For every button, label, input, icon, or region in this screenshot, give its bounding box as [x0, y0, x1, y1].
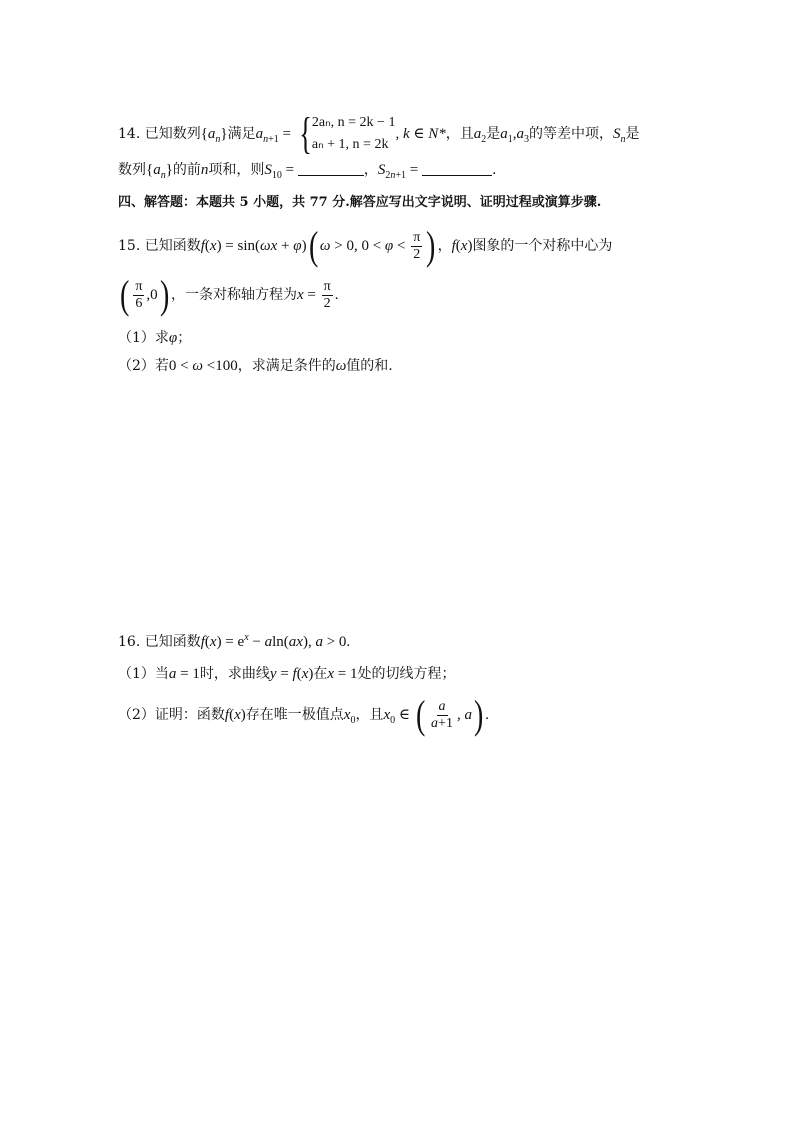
q16-line1: 16. 已知函数$f(x) = e^x - aln(ax)$, a > 0.	[118, 632, 351, 650]
q15-text: 图象的一个对称中心为	[472, 238, 613, 254]
q14-text: ，且	[445, 126, 474, 142]
q14-text: 是	[486, 126, 501, 142]
q15-part1-text: ；	[177, 330, 192, 346]
q14-line2: 数列$\{a_n\}$的前n项和，则$S_{10}$ = ，$S_{2n+1}$ = .	[118, 162, 497, 181]
q15-part2-text: （2）若	[118, 358, 169, 374]
q16-part1: （1）当a = 1时，求曲线y = f(x)在x = 1处的切线方程；	[118, 666, 456, 682]
q16-part2-text: 存在唯一极值点	[245, 707, 344, 723]
q16-part1-text: 时，求曲线	[199, 666, 270, 682]
q15-line1: 15. 已知函数f(x) = sin(ωx + φ)( ω > 0, 0 < φ < $\frac{\pi}{2}$ ) ，f(x)图象的一个对称中心为	[118, 223, 613, 268]
section-heading: 四、解答题：本题共 5 小题，共 77 分.解答应写出文字说明、证明过程或演算步骤.	[118, 195, 602, 210]
q15-part2: （2）若0 < ω <100，求满足条件的ω值的和.	[118, 358, 393, 374]
q16-number: 16.	[118, 634, 141, 650]
q16-part2-text: ，且	[355, 707, 384, 723]
q16-part1-text: 在	[313, 666, 328, 682]
q14-case1: 2aₙ, n = 2k − 1	[311, 115, 396, 130]
q14-text: 满足	[227, 126, 256, 142]
q14-text: 的等差中项，	[528, 126, 613, 142]
q15-text: 已知函数	[144, 238, 201, 254]
q15-part1: （1）求φ；	[118, 330, 192, 346]
q15-line2: ( $\frac{\pi}{6}$ ,0) ，一条对称轴方程为x = $\frac{\pi}{2}$ .	[119, 272, 339, 317]
q14-text: 的前	[172, 162, 201, 178]
q15-part2-text: 值的和.	[346, 358, 393, 374]
q14-text: .	[491, 162, 497, 178]
q14-text: 是	[625, 126, 640, 142]
q14-number: 14.	[118, 126, 141, 142]
q15-text: ，一条对称轴方程为	[170, 287, 297, 303]
q16-text: 已知函数	[144, 634, 201, 650]
q14-piecewise	[312, 112, 396, 156]
q14-text: 数列	[118, 162, 146, 178]
q14-text: 已知数列	[144, 126, 201, 142]
q16-part1-text: （1）当	[118, 666, 169, 682]
q15-part2-text: ，求满足条件的	[237, 358, 336, 374]
answer-blank[interactable]	[298, 161, 364, 176]
q14-case2: aₙ + 1, n = 2k	[311, 137, 389, 152]
q16-part2-text: （2）证明：函数	[118, 707, 225, 723]
answer-blank[interactable]	[422, 161, 492, 176]
q14-condition: , k ∈ N*	[395, 126, 446, 142]
q14-text: 项和，则	[208, 162, 265, 178]
q14-line1: 14. 已知数列$\{a_n\}$满足$a_{n+1}$ = { 2aₙ, n = 2k − 1 aₙ + 1, n = 2k , k ∈ N*，且$a_2$是$a_1,a_3$的等差中项，$S_n$是	[118, 109, 640, 158]
q15-text: ，	[437, 238, 452, 254]
q15-number: 15.	[118, 238, 141, 254]
q14-text: ，	[363, 162, 378, 178]
q16-part2: （2）证明：函数f(x)存在唯一极值点$x_0$，且$x_0$ ∈ ( $\frac{a}{a+1}$ , a) .	[118, 692, 490, 737]
q15-part1-text: （1）求	[118, 330, 169, 346]
q16-part1-text: 处的切线方程；	[357, 666, 456, 682]
